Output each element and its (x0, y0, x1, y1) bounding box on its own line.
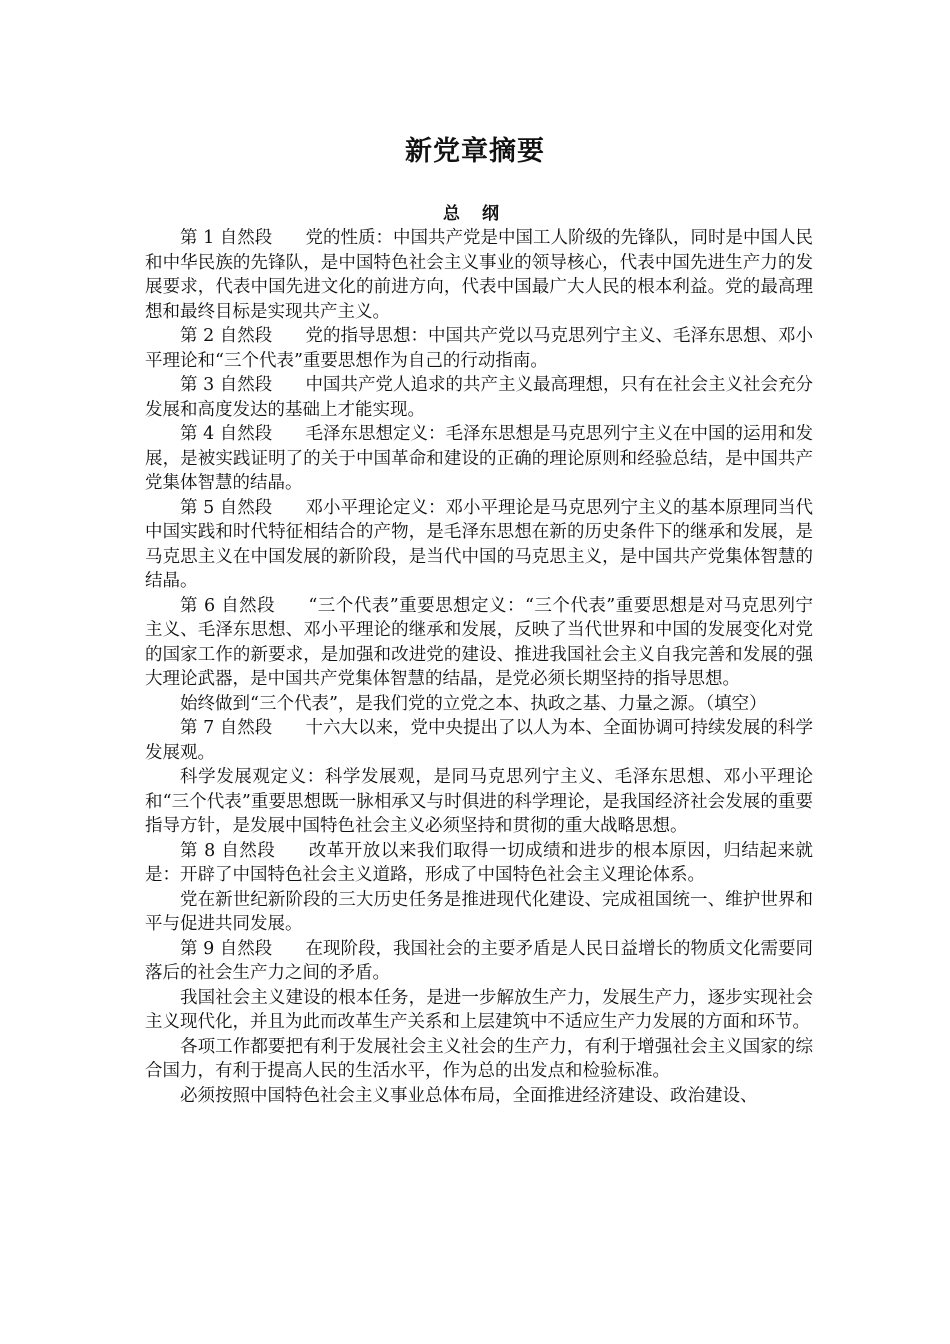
paragraph-label: 第 6 自然段 (180, 595, 276, 616)
paragraph-text: “三个代表”重要思想定义：“三个代表”重要思想是对马克思列宁主义、毛泽东思想、邓小平理论的继承和发展，反映了当代世界和中国的发展变化对党的国家工作的新要求，是加强和改进党的建设、推进我国社会主义自我完善和发展的强大理论武器，是中国共产党集体智慧的结晶，是党必须长期坚持的指导思想。 (145, 595, 813, 689)
paragraph-7 (145, 716, 813, 765)
paragraph-label: 第 3 自然段 (180, 375, 273, 395)
paragraph-text: 毛泽东思想定义：毛泽东思想是马克思列宁主义在中国的运用和发展，是被实践证明了的关于中国革命和建设的正确的理论原则和经验总结，是中国共产党集体智慧的结晶。 (145, 424, 814, 493)
paragraph-7-definition (145, 765, 813, 839)
paragraph-8-tasks (145, 888, 813, 937)
paragraph-text: 党在新世纪新阶段的三大历史任务是推进现代化建设、完成祖国统一、维护世界和平与促进共同发展。 (145, 889, 813, 934)
paragraph-text: 十六大以来，党中央提出了以人为本、全面协调可持续发展的科学发展观。 (145, 718, 814, 763)
paragraph-6 (145, 594, 813, 692)
paragraph-6-note (145, 692, 813, 717)
paragraph-label: 第 1 自然段 (180, 228, 273, 248)
paragraph-text: 必须按照中国特色社会主义事业总体布局，全面推进经济建设、政治建设、 (180, 1085, 758, 1106)
paragraph-label: 第 7 自然段 (180, 718, 273, 738)
paragraph-9-standard (145, 1035, 813, 1084)
paragraph-text: 始终做到“三个代表”，是我们党的立党之本、执政之基、力量之源。（填空） (180, 693, 767, 714)
paragraph-9-task (145, 986, 813, 1035)
paragraph-text: 科学发展观定义：科学发展观，是同马克思列宁主义、毛泽东思想、邓小平理论和“三个代表”重要思想既一脉相承又与时俱进的科学理论，是我国经济社会发展的重要指导方针，是发展中国特色社会主义必须坚持和贯彻的重大战略思想。 (145, 767, 813, 836)
paragraph-label: 第 2 自然段 (180, 326, 273, 346)
paragraph-text: 各项工作都要把有利于发展社会主义社会的生产力，有利于增强社会主义国家的综合国力，有利于提高人民的生活水平，作为总的出发点和检验标准。 (145, 1036, 813, 1081)
paragraph-9-layout (145, 1084, 813, 1109)
paragraph-text: 我国社会主义建设的根本任务，是进一步解放生产力，发展生产力，逐步实现社会主义现代化，并且为此而改革生产关系和上层建筑中不适应生产力发展的方面和环节。 (145, 987, 813, 1032)
paragraph-text: 在现阶段，我国社会的主要矛盾是人民日益增长的物质文化需要同落后的社会生产力之间的矛盾。 (145, 938, 814, 983)
paragraph-label: 第 9 自然段 (180, 938, 273, 959)
paragraph-label: 第 8 自然段 (180, 840, 276, 861)
paragraph-1 (145, 226, 813, 324)
document-title: 新党章摘要 (405, 136, 545, 167)
paragraph-3 (145, 373, 813, 422)
paragraph-label: 第 5 自然段 (180, 497, 273, 518)
paragraph-5 (145, 496, 813, 594)
paragraph-text: 党的性质：中国共产党是中国工人阶级的先锋队，同时是中国人民和中华民族的先锋队，是中国特色社会主义事业的领导核心，代表中国先进生产力的发展要求，代表中国先进文化的前进方向，代表中国最广大人民的根本利益。党的最高理想和最终目标是实现共产主义。 (145, 228, 814, 322)
paragraph-4 (145, 422, 813, 496)
paragraph-label: 第 4 自然段 (180, 424, 273, 444)
paragraph-text: 中国共产党人追求的共产主义最高理想，只有在社会主义社会充分发展和高度发达的基础上才能实现。 (145, 375, 814, 420)
paragraph-text: 党的指导思想：中国共产党以马克思列宁主义、毛泽东思想、邓小平理论和“三个代表”重要思想作为自己的行动指南。 (145, 326, 814, 371)
document-body (145, 226, 813, 1108)
paragraph-text: 改革开放以来我们取得一切成绩和进步的根本原因，归结起来就是：开辟了中国特色社会主义道路，形成了中国特色社会主义理论体系。 (145, 840, 814, 885)
paragraph-9 (145, 937, 813, 986)
paragraph-text: 邓小平理论定义：邓小平理论是马克思列宁主义的基本原理同当代中国实践和时代特征相结合的产物，是毛泽东思想在新的历史条件下的继承和发展，是马克思主义在中国发展的新阶段，是当代中国的马克思主义，是中国共产党集体智慧的结晶。 (145, 497, 814, 591)
paragraph-2 (145, 324, 813, 373)
section-heading: 总 纲 (443, 204, 507, 224)
paragraph-8 (145, 839, 813, 888)
